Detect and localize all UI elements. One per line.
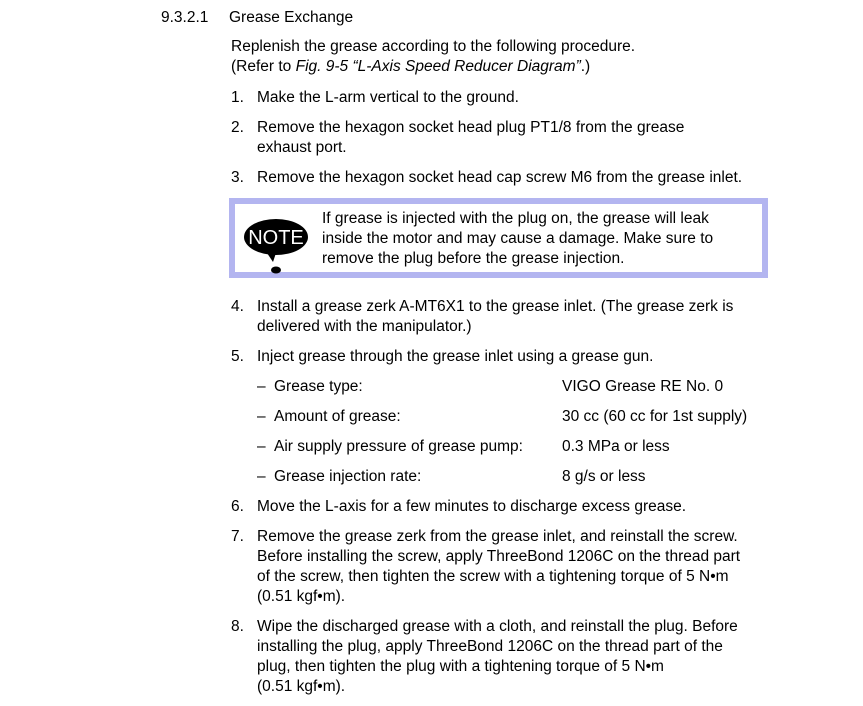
step-number: 1. <box>231 89 244 106</box>
step-text <box>257 497 686 517</box>
spec-label: Grease injection rate: <box>274 468 422 485</box>
note-text <box>322 209 713 269</box>
section-title: Grease Exchange <box>229 9 354 26</box>
step-text <box>257 88 519 108</box>
note-line: If grease is injected with the plug on, the grease will leak <box>322 210 709 227</box>
step-line: Inject grease through the grease inlet using a grease gun. <box>257 348 654 365</box>
step-line: plug, then tighten the plug with a tightening torque of 5 N•m <box>257 658 664 675</box>
spec-dash: – <box>257 378 266 395</box>
spec-value: 8 g/s or less <box>562 468 646 485</box>
spec-value: 0.3 MPa or less <box>562 438 670 455</box>
section-number: 9.3.2.1 <box>161 9 209 26</box>
step-line: Install a grease zerk A-MT6X1 to the grease inlet. (The grease zerk is <box>257 298 734 315</box>
note-icon-label: NOTE <box>248 227 304 249</box>
step-number: 8. <box>231 618 244 635</box>
step-line: (0.51 kgf•m). <box>257 588 346 605</box>
step-line: delivered with the manipulator.) <box>257 318 472 335</box>
step-line: Make the L-arm vertical to the ground. <box>257 89 519 106</box>
spec-label: Grease type: <box>274 378 363 395</box>
step-number: 2. <box>231 119 244 136</box>
step-line: Wipe the discharged grease with a cloth, and reinstall the plug. Before <box>257 618 738 635</box>
spec-label: Air supply pressure of grease pump: <box>274 438 523 455</box>
step-line: exhaust port. <box>257 139 347 156</box>
step-line: Remove the hexagon socket head plug PT1/8 from the grease <box>257 119 685 136</box>
intro-paragraph <box>231 37 635 77</box>
note-line: remove the plug before the grease injection. <box>322 250 625 267</box>
step-line: (0.51 kgf•m). <box>257 678 346 695</box>
step-line: Before installing the screw, apply ThreeBond 1206C on the thread part <box>257 548 741 565</box>
intro-line-2 <box>231 57 635 77</box>
spec-dash: – <box>257 438 266 455</box>
intro-line-1: Replenish the grease according to the following procedure. <box>231 38 636 55</box>
step-line: Remove the grease zerk from the grease inlet, and reinstall the screw. <box>257 528 738 545</box>
spec-dash: – <box>257 468 266 485</box>
step-number: 5. <box>231 348 244 365</box>
step-number: 4. <box>231 298 244 315</box>
step-text <box>257 347 653 367</box>
step-number: 7. <box>231 528 244 545</box>
step-line: Move the L-axis for a few minutes to discharge excess grease. <box>257 498 687 515</box>
step-text <box>257 118 684 158</box>
spec-value: VIGO Grease RE No. 0 <box>562 378 724 395</box>
step-text <box>257 527 740 607</box>
step-line: installing the plug, apply ThreeBond 1206C on the thread part of the <box>257 638 723 655</box>
step-number: 3. <box>231 169 244 186</box>
note-box <box>229 198 768 278</box>
spec-value: 30 cc (60 cc for 1st supply) <box>562 408 748 425</box>
spec-label: Amount of grease: <box>274 408 401 425</box>
step-line: of the screw, then tighten the screw with a tightening torque of 5 N•m <box>257 568 729 585</box>
spec-dash: – <box>257 408 266 425</box>
note-icon <box>243 210 313 274</box>
step-text <box>257 617 738 697</box>
note-line: inside the motor and may cause a damage. Make sure to <box>322 230 714 247</box>
step-text <box>257 168 742 188</box>
step-number: 6. <box>231 498 244 515</box>
step-line: Remove the hexagon socket head cap screw M6 from the grease inlet. <box>257 169 743 186</box>
intro-ref-suffix: .) <box>580 58 591 75</box>
intro-ref-prefix: (Refer to <box>231 58 296 75</box>
step-text <box>257 297 733 337</box>
figure-reference: Fig. 9-5 “L-Axis Speed Reducer Diagram” <box>295 58 581 75</box>
